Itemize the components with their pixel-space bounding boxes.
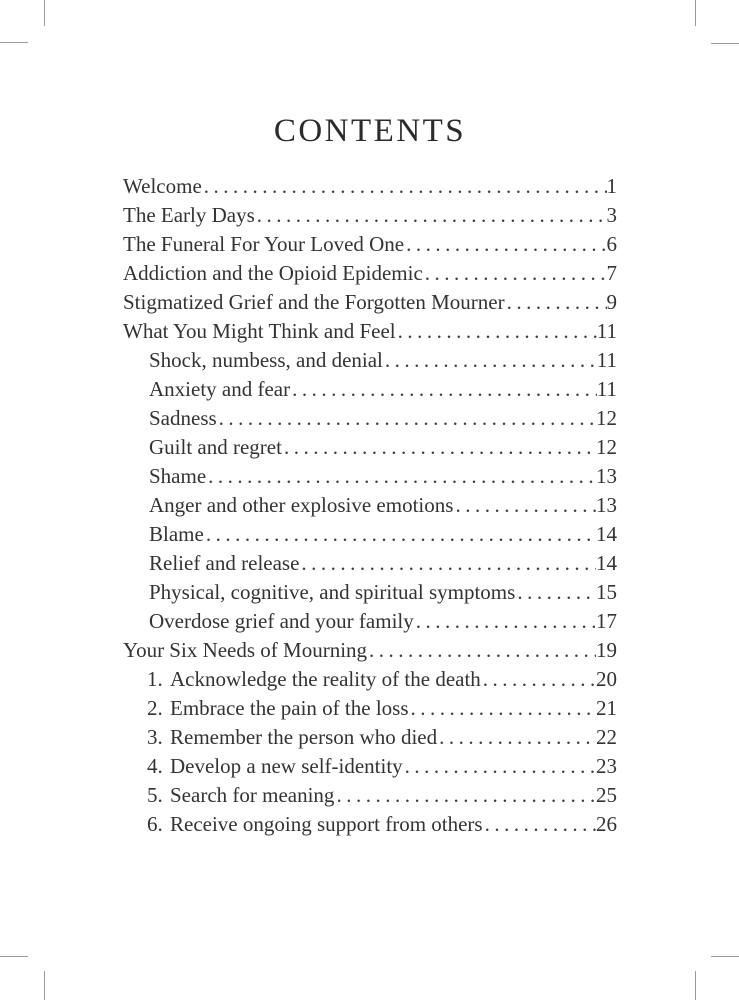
entry-page-number: 11 [596,319,617,343]
toc-row [123,667,617,696]
toc-row [123,725,617,754]
toc-row [123,551,617,580]
entry-page-number: 22 [596,725,617,749]
dot-leader [204,522,596,547]
toc-row [123,464,617,493]
dot-leader [396,319,597,344]
entry-page-number: 7 [606,261,617,285]
dot-leader [404,232,606,257]
entry-label: Search for meaning [170,783,335,807]
dot-leader [481,667,596,692]
entry-number: 6. [147,812,163,836]
dot-leader [453,493,596,518]
entry-label: Remember the person who died [170,725,438,749]
entry-number: 4. [147,754,163,778]
dot-leader [217,406,596,431]
toc-row [123,783,617,812]
entry-label: Sadness [149,406,217,430]
entry-page-number: 19 [596,638,617,662]
entry-page-number: 14 [596,551,617,575]
entry-label: Blame [149,522,204,546]
dot-leader [255,203,607,228]
entry-number: 5. [147,783,163,807]
toc-row [123,348,617,377]
toc-row [123,522,617,551]
entry-label: The Funeral For Your Loved One [123,232,405,256]
entry-page-number: 1 [606,174,617,198]
entry-page-number: 9 [606,290,617,314]
entry-label: Receive ongoing support from others [170,812,483,836]
dot-leader [403,754,596,779]
entry-page-number: 17 [596,609,617,633]
crop-mark-top-left-vertical [44,0,45,26]
toc-row [123,754,617,783]
dot-leader [290,377,597,402]
toc-row [123,580,617,609]
toc-row [123,174,617,203]
entry-page-number: 11 [596,348,617,372]
entry-label: Anxiety and fear [149,377,291,401]
entry-label: Embrace the pain of the loss [170,696,409,720]
entry-label: Acknowledge the reality of the death [170,667,481,691]
dot-leader [367,638,596,663]
entry-label: Physical, cognitive, and spiritual symptoms [149,580,516,604]
crop-mark-top-right-vertical [695,0,696,26]
entry-page-number: 21 [596,696,617,720]
dot-leader [334,783,596,808]
entry-page-number: 6 [606,232,617,256]
toc-row [123,290,617,319]
entry-label: Develop a new self-identity [170,754,403,778]
crop-mark-bottom-right-vertical [695,971,696,1000]
dot-leader [483,812,596,837]
entry-page-number: 23 [596,754,617,778]
entry-page-number: 15 [596,580,617,604]
dot-leader [299,551,596,576]
entry-label: Relief and release [149,551,300,575]
entry-label: Shock, numbess, and denial [149,348,383,372]
toc-row [123,638,617,667]
entry-label: Welcome [123,174,202,198]
entry-number: 1. [147,667,163,691]
entry-page-number: 20 [596,667,617,691]
dot-leader [206,464,596,489]
entry-label: Shame [149,464,207,488]
crop-mark-top-right-horizontal [711,43,739,44]
dot-leader [505,290,607,315]
entry-number: 2. [147,696,163,720]
toc-row [123,377,617,406]
entry-label: Stigmatized Grief and the Forgotten Mourner [123,290,505,314]
entry-label: The Early Days [123,203,255,227]
page-title: CONTENTS [273,113,467,149]
toc-row [123,261,617,290]
entry-page-number: 12 [596,435,617,459]
toc-row [123,812,617,841]
entry-page-number: 14 [596,522,617,546]
entry-page-number: 12 [596,406,617,430]
dot-leader [409,696,596,721]
entry-label: What You Might Think and Feel [123,319,396,343]
dot-leader [515,580,596,605]
table-of-contents [123,174,617,841]
toc-row [123,203,617,232]
dot-leader [202,174,607,199]
entry-page-number: 11 [596,377,617,401]
toc-row [123,493,617,522]
dot-leader [282,435,596,460]
dot-leader [414,609,596,634]
crop-mark-bottom-right-horizontal [711,956,739,957]
entry-label: Addiction and the Opioid Epidemic [123,261,423,285]
crop-mark-bottom-left-vertical [44,971,45,1000]
toc-row [123,435,617,464]
entry-page-number: 13 [596,464,617,488]
entry-page-number: 13 [596,493,617,517]
entry-label: Guilt and regret [149,435,282,459]
crop-mark-bottom-left-horizontal [0,956,28,957]
toc-row [123,319,617,348]
entry-page-number: 3 [606,203,617,227]
dot-leader [423,261,607,286]
crop-mark-top-left-horizontal [0,42,28,43]
toc-row [123,232,617,261]
entry-number: 3. [147,725,163,749]
toc-row [123,696,617,725]
entry-label: Overdose grief and your family [149,609,414,633]
entry-page-number: 25 [596,783,617,807]
toc-row [123,609,617,638]
toc-row [123,406,617,435]
entry-label: Your Six Needs of Mourning [123,638,368,662]
entry-page-number: 26 [596,812,617,836]
entry-label: Anger and other explosive emotions [149,493,454,517]
dot-leader [437,725,596,750]
dot-leader [383,348,597,373]
